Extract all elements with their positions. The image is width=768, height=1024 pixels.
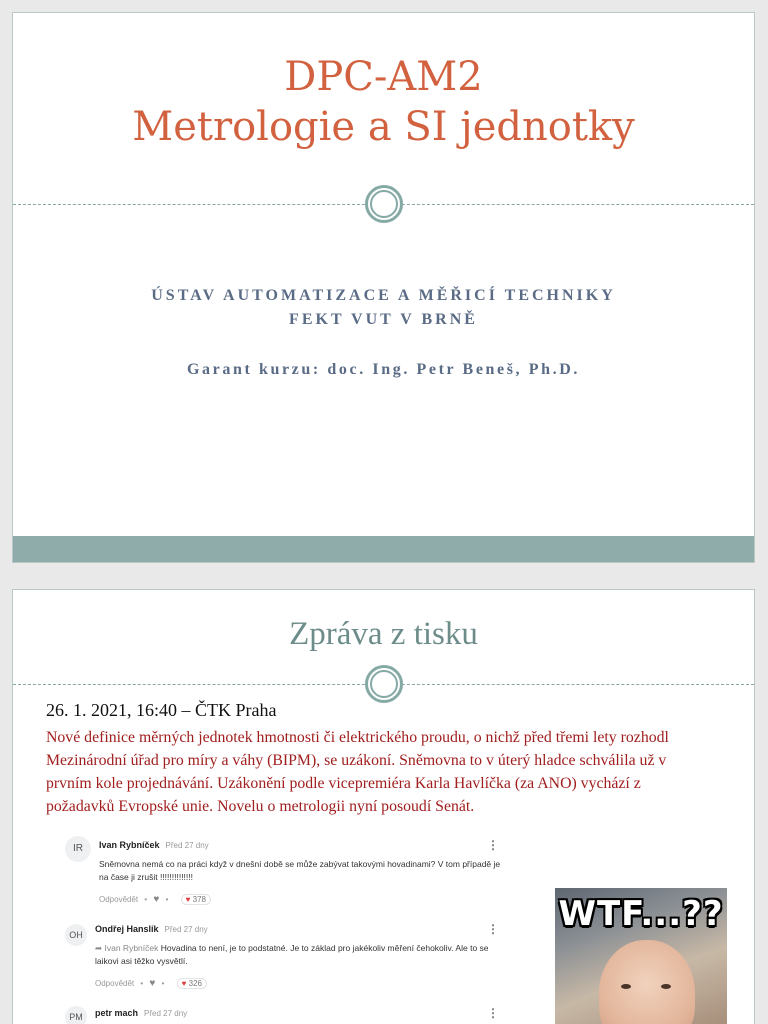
- course-guarantor: Garant kurzu: doc. Ing. Petr Beneš, Ph.D.: [187, 361, 580, 378]
- more-options-icon[interactable]: ⋮: [487, 838, 499, 852]
- faculty-name: FEKT VUT V BRNĚ: [289, 311, 478, 328]
- news-dateline: 26. 1. 2021, 16:40 – ČTK Praha: [46, 700, 277, 720]
- avatar: PM: [65, 1006, 87, 1024]
- comment-author[interactable]: Ivan Rybníček Před 27 dny: [99, 840, 209, 850]
- comment-text: ➦ Ivan Rybníček Hovadina to není, je to podstatné. Je to základ pro jakékoliv měření čehokoliv. Ale to se laikovi asi těžko vysvětlí.: [95, 943, 489, 966]
- reply-arrow-icon: ➦: [95, 943, 103, 953]
- comment-actions: Odpovědět • ♥ • ♥ 326: [95, 978, 207, 989]
- comment-time: Před 27 dny: [164, 925, 208, 934]
- divider-ring-icon: [365, 665, 403, 703]
- more-options-icon[interactable]: ⋮: [487, 1006, 499, 1020]
- reaction-heart-icon: ♥: [181, 979, 187, 988]
- reaction-count[interactable]: ♥ 326: [177, 978, 207, 989]
- course-title: Metrologie a SI jednotky: [132, 104, 635, 150]
- meme-image: [555, 888, 727, 1024]
- baby-face-image: [599, 940, 695, 1024]
- comment-time: Před 27 dny: [165, 841, 209, 850]
- footer-band: [13, 536, 754, 562]
- title-slide: [12, 12, 755, 563]
- comment-actions: Odpovědět • ♥ • ♥ 378: [99, 894, 211, 905]
- news-paragraph: Nové definice měrných jednotek hmotnosti či elektrického proudu, o nichž před třemi lety rozhodl Mezinárodní úřad pro míry a váhy (BIPM), se uzákoní. Sněmovna to v úterý hladce schválila už v prvním kole projednávání. Uzákonění podle vicepremiéra Karla Havlíčka (za ANO) vychází z požadavků Evropské unie. Novelu o metrologii nyní posoudí Senát.: [46, 729, 669, 815]
- avatar: OH: [65, 924, 87, 946]
- comment-author[interactable]: petr mach Před 27 dny: [95, 1008, 188, 1018]
- more-options-icon[interactable]: ⋮: [487, 922, 499, 936]
- comment-author[interactable]: Ondřej Hanslík Před 27 dny: [95, 924, 208, 934]
- like-heart-icon[interactable]: ♥: [153, 894, 160, 905]
- comment-text: Sněmovna nemá co na práci když v dnešní době se může zabývat takovými hovadinami? V tom případě je na čase ji zrušit !!!!!!!!!!!!!!: [99, 859, 501, 882]
- reply-link[interactable]: Odpovědět: [99, 895, 139, 904]
- divider-ring-icon: [365, 185, 403, 223]
- reply-link[interactable]: Odpovědět: [95, 979, 135, 988]
- institute-name: ÚSTAV AUTOMATIZACE A MĚŘICÍ TECHNIKY: [151, 287, 616, 304]
- reaction-count[interactable]: ♥ 378: [181, 894, 211, 905]
- slide-title: Zpráva z tisku: [289, 616, 478, 652]
- like-heart-icon[interactable]: ♥: [149, 978, 156, 989]
- reaction-heart-icon: ♥: [185, 895, 191, 904]
- avatar: IR: [65, 836, 91, 862]
- meme-caption: WTF...??: [558, 894, 724, 934]
- comment-time: Před 27 dny: [144, 1009, 188, 1018]
- press-slide: [12, 589, 755, 1024]
- course-code-title: DPC-AM2: [284, 54, 483, 100]
- reply-to-author[interactable]: Ivan Rybníček: [104, 943, 159, 953]
